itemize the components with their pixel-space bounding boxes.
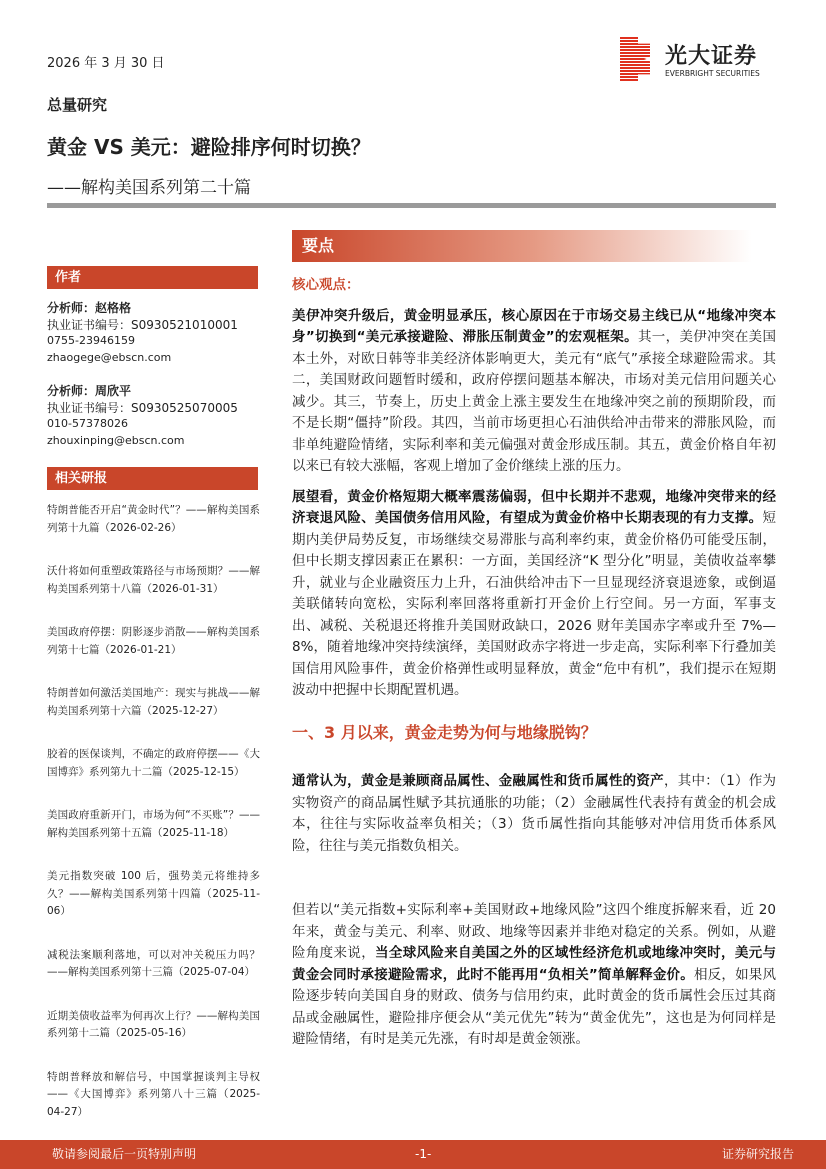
main-content [292, 275, 776, 1051]
page-footer [0, 1140, 826, 1169]
paragraph-text: 其一，美伊冲突在美国本土外，对欧日韩等非美经济体影响更大，美元有“底气”承接全球避险需求。其二，美国财政问题暂时缓和，政府停摆问题基本解决，市场对美元信用问题关心减少。其三，节奏上，历史上黄金上涨主要发生在地缘冲突之前的预期阶段，而不是长期“僵持”阶段。其四，当前市场更担心石油供给冲击带来的滞胀风险，而非单纯避险情绪，实际利率和美元偏强对黄金形成压制。其五，黄金价格自年初以来已有较大涨幅，客观上增加了金价继续上涨的压力。 [292, 329, 777, 474]
section-heading: 一、3 月以来，黄金走势为何与地缘脱钩？ [292, 722, 597, 742]
key-sentence: 美伊冲突升级后，黄金明显承压，核心原因在于市场交易主线已从“地缘冲突本身”切换到“美元承接避险、滞胀压制黄金”的宏观框架。 [292, 307, 776, 345]
related-report-link[interactable]: 美元指数突破 100 后，强势美元将维持多久？——解构美国系列第十四篇（2025-11-06） [47, 870, 260, 917]
logo-name-en: EVERBRIGHT SECURITIES [665, 69, 760, 78]
analyst-license: 执业证书编号：S0930521010001 [47, 317, 238, 332]
related-report-link[interactable]: 沃什将如何重塑政策路径与市场预期？——解构美国系列第十八篇（2026-01-31） [47, 565, 260, 595]
related-report-link[interactable]: 近期美债收益率为何再次上行？——解构美国系列第十二篇（2025-05-16） [47, 1009, 260, 1039]
logo-name-cn: 光大证券 [665, 44, 758, 69]
report-category: 总量研究 [47, 96, 108, 114]
key-sentence: 通常认为，黄金是兼顾商品属性、金融属性和货币属性的资产 [292, 773, 664, 789]
authors-list [47, 300, 262, 466]
paragraph-text: 但若以“美元指数+实际利率+美国财政+地缘风险”这四个维度拆解来看，近 20 年来，黄金与美元、利率、财政、地缘等因素并非绝对稳定的关系。例如，从避险角度来说， [292, 902, 776, 961]
analyst-name: 分析师：周欣平 [47, 384, 132, 398]
analyst-phone: 010-57378026 [47, 417, 128, 430]
analyst-phone: 0755-23946159 [47, 334, 135, 347]
report-date: 2026 年 3 月 30 日 [47, 56, 165, 71]
key-sentence: 当全球风险来自美国之外的区域性经济危机或地缘冲突时，美元与黄金会同时承接避险需求，此时不能再用“负相关”简单解释金价。 [292, 945, 777, 983]
keypoints-banner: 要点 [292, 230, 776, 262]
related-reports-banner: 相关研报 [47, 467, 258, 490]
core-paragraph-1 [292, 306, 776, 478]
logo-mark-icon [620, 37, 650, 81]
analyst [47, 383, 262, 449]
footer-report-type: 证券研究报告 [722, 1147, 795, 1161]
body-paragraph-1 [292, 771, 776, 857]
paragraph-text: 相反，如果风险逐步转向美国自身的财政、债务与信用约束，此时黄金的货币属性会压过其商品或金融属性，避险排序便会从“美元优先”转为“黄金优先”，这也是为何同样是避险情绪，有时是美元先涨，有时却是黄金领涨。 [292, 966, 777, 1047]
related-report-link[interactable]: 特朗普能否开启“黄金时代”？——解构美国系列第十九篇（2026-02-26） [47, 504, 260, 534]
related-report-link[interactable]: 特朗普如何激活美国地产：现实与挑战——解构美国系列第十六篇（2025-12-27） [47, 687, 260, 717]
analyst-name: 分析师：赵格格 [47, 301, 132, 315]
related-reports-list [47, 502, 260, 1147]
core-view-label: 核心观点： [292, 277, 360, 293]
report-subtitle: ——解构美国系列第二十篇 [47, 178, 251, 198]
authors-banner: 作者 [47, 266, 258, 289]
page-number: -1- [415, 1147, 432, 1161]
body-paragraph-2 [292, 900, 776, 1051]
related-report-link[interactable]: 减税法案顺利落地，可以对冲关税压力吗？——解构美国系列第十三篇（2025-07-04） [47, 948, 260, 978]
paragraph-text: ，其中：（1）作为实物资产的商品属性赋予其抗通胀的功能；（2）金融属性代表持有黄金的机会成本，往往与实际收益率负相关；（3）货币属性指向其能够对冲信用货币体系风险，往往与美元指数负相关。 [292, 773, 776, 854]
analyst-license: 执业证书编号：S0930525070005 [47, 400, 238, 415]
related-report-link[interactable]: 特朗普释放和解信号，中国掌握谈判主导权——《大国博弈》系列第八十三篇（2025-04-27） [47, 1070, 260, 1118]
key-sentence: 展望看，黄金价格短期大概率震荡偏弱，但中长期并不悲观，地缘冲突带来的经济衰退风险、美国债务信用风险，有望成为黄金价格中长期表现的有力支撑。 [292, 488, 776, 526]
paragraph-text: 短期内美伊局势反复，市场继续交易滞胀与高利率约束，黄金价格仍可能受压制，但中长期支撑因素正在累积：一方面，美国经济“K 型分化”明显，美债收益率攀升，就业与企业融资压力上升，石油供给冲击下一旦显现经济衰退迹象，或倒逼美联储转向宽松，实际利率回落将重新打开金价上行空间。另一方面，军事支出、减税、关税退还将推升美国财政缺口，2026 财年美国赤字率或升至 7%—8%，随着地缘冲突持续演绎，美国财政赤字将进一步走高，实际利率下行叠加美国信用风险事件，黄金价格弹性或明显释放，黄金“危中有机”，我们提示在短期波动中把握中长期配置机遇。 [292, 510, 776, 698]
related-report-link[interactable]: 美国政府重新开门，市场为何“不买账”？——解构美国系列第十五篇（2025-11-18） [47, 809, 260, 839]
analyst-email[interactable]: zhouxinping@ebscn.com [47, 433, 185, 447]
footer-disclaimer[interactable]: 敬请参阅最后一页特别声明 [52, 1147, 197, 1161]
analyst-email[interactable]: zhaogege@ebscn.com [47, 350, 172, 364]
header-divider [47, 203, 776, 208]
related-report-link[interactable]: 美国政府停摆：阴影逐步消散——解构美国系列第十七篇（2026-01-21） [47, 626, 260, 656]
related-report-link[interactable]: 胶着的医保谈判，不确定的政府停摆——《大国博弈》系列第九十二篇（2025-12-15） [47, 748, 260, 778]
analyst [47, 300, 262, 366]
core-paragraph-2 [292, 487, 776, 702]
company-logo [620, 37, 770, 81]
report-title: 黄金 VS 美元：避险排序何时切换？ [47, 135, 371, 159]
